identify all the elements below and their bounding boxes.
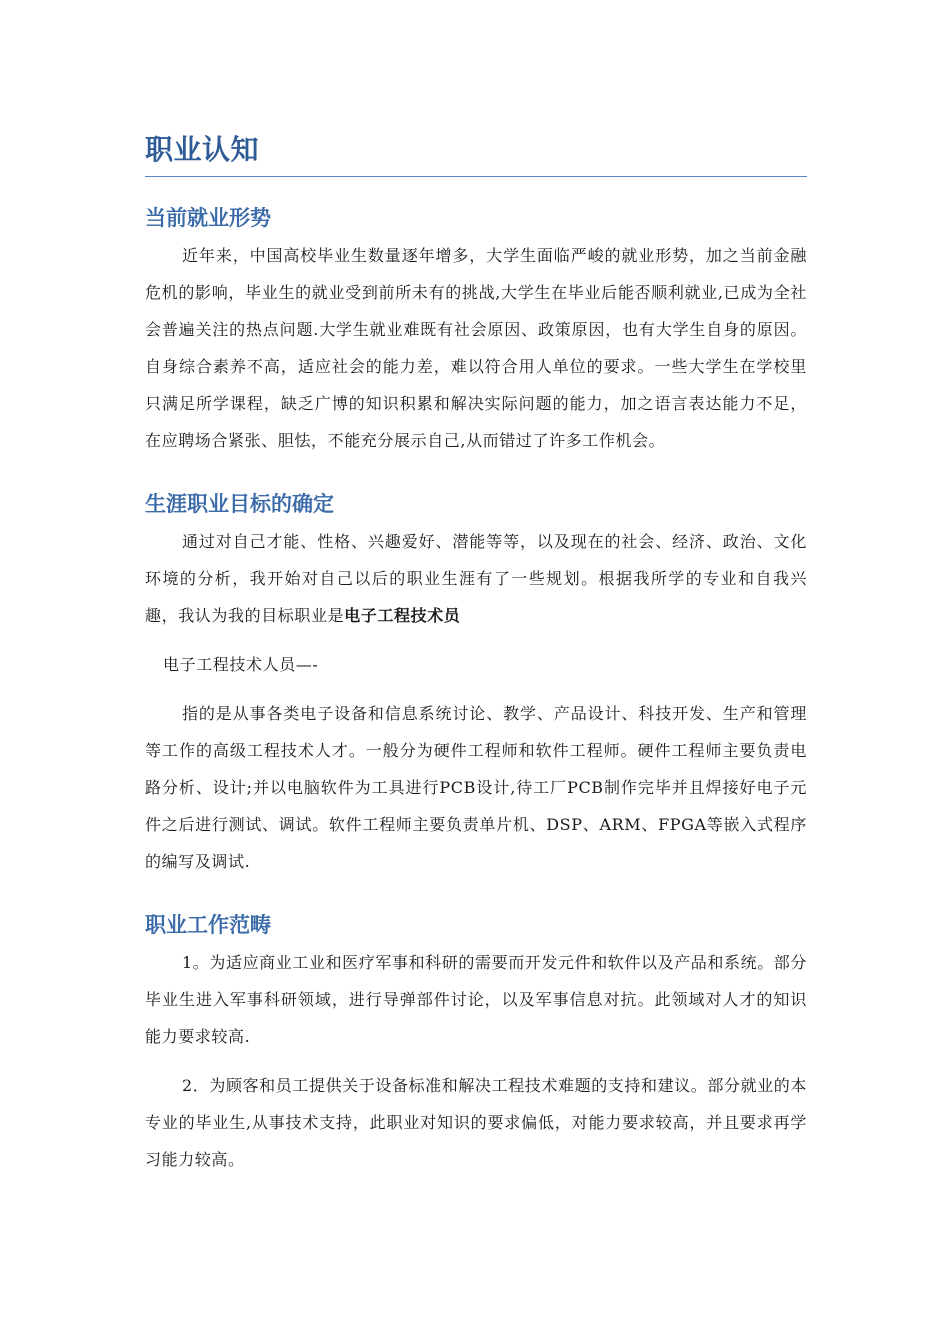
job-title-label: 电子工程技术人员—- [163,655,319,674]
document-body [145,128,807,1178]
section-heading: 当前就业形势 [145,206,271,230]
list-paragraph: 1。为适应商业工业和医疗军事和科研的需要而开发元件和软件以及产品和系统。部分毕业生进入军事科研领域，进行导弹部件讨论，以及军事信息对抗。此领域对人才的知识能力要求较高. [145,953,807,1046]
section-heading: 生涯职业目标的确定 [145,492,334,516]
target-job-emphasis: 电子工程技术员 [344,606,461,625]
section-work-scope [145,910,807,1178]
section-heading: 职业工作范畴 [145,913,271,937]
section-employment-situation [145,203,807,459]
section-career-goal [145,489,807,880]
paragraph [145,523,807,634]
list-paragraph: 2．为顾客和员工提供关于设备标准和解决工程技术难题的支持和建议。部分就业的本专业的毕业生,从事技术支持，此职业对知识的要求偏低，对能力要求较高，并且要求再学习能力较高。 [145,1076,807,1169]
paragraph: 近年来，中国高校毕业生数量逐年增多，大学生面临严峻的就业形势，加之当前金融危机的影响，毕业生的就业受到前所未有的挑战,大学生在毕业后能否顺利就业,已成为全社会普遍关注的热点问题.大学生就业难既有社会原因、政策原因，也有大学生自身的原因。自身综合素养不高，适应社会的能力差，难以符合用人单位的要求。一些大学生在学校里只满足所学课程，缺乏广博的知识积累和解决实际问题的能力，加之语言表达能力不足，在应聘场合紧张、胆怯，不能充分展示自己,从而错过了许多工作机会。 [145,246,807,450]
document-title: 职业认知 [145,128,807,177]
job-description-paragraph: 指的是从事各类电子设备和信息系统讨论、教学、产品设计、科技开发、生产和管理等工作的高级工程技术人才。一般分为硬件工程师和软件工程师。硬件工程师主要负责电路分析、设计;并以电脑软件为工具进行PCB设计,待工厂PCB制作完毕并且焊接好电子元件之后进行测试、调试。软件工程师主要负责单片机、DSP、ARM、FPGA等嵌入式程序的编写及调试. [145,704,807,871]
paragraph-text: 通过对自己才能、性格、兴趣爱好、潜能等等，以及现在的社会、经济、政治、文化环境的分析，我开始对自己以后的职业生涯有了一些规划。根据我所学的专业和自我兴趣，我认为我的目标职业是 [145,532,807,625]
